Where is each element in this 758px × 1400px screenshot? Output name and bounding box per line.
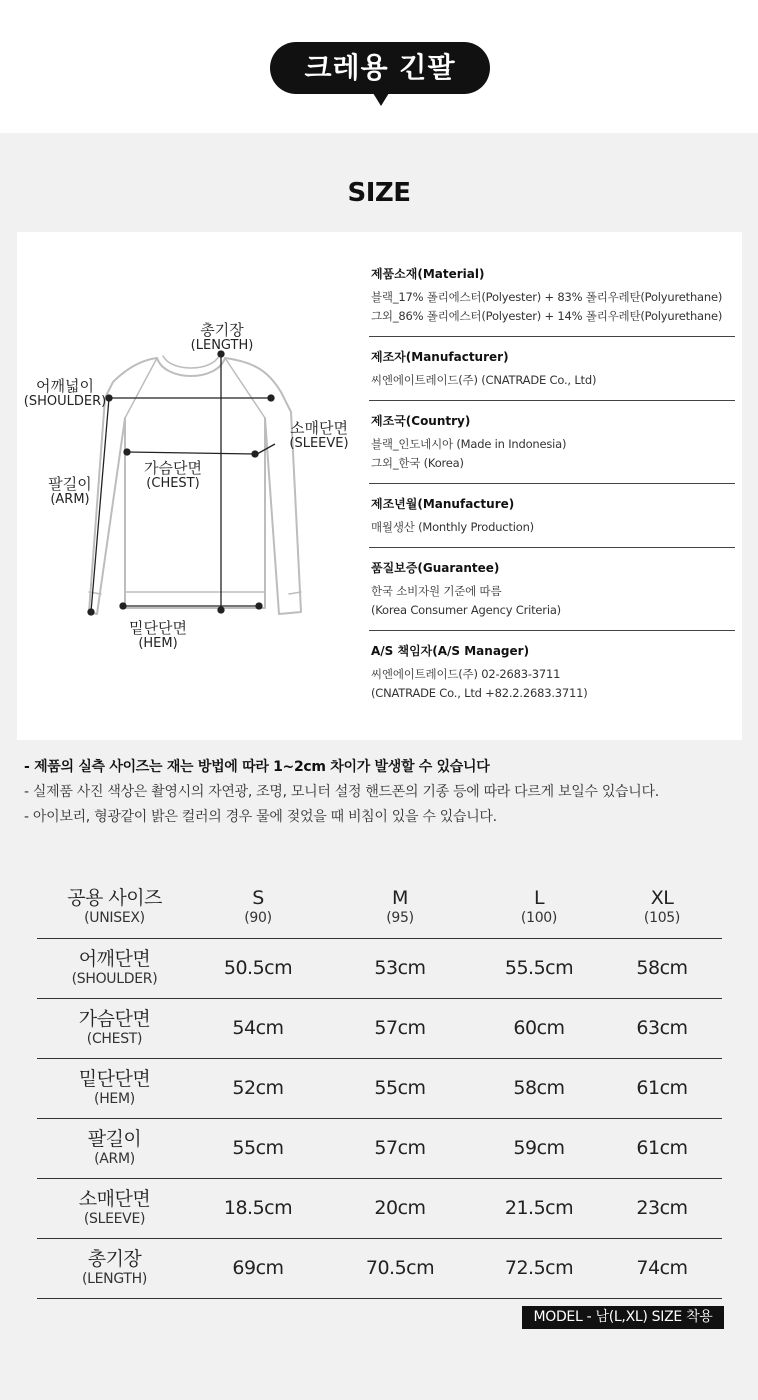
table-row [37,938,722,998]
table-cell: 57cm [324,998,476,1058]
header-size-xl: XL (105) [602,876,722,938]
model-size-badge: MODEL - 남(L,XL) SIZE 착용 [522,1306,724,1329]
row-label: 어깨단면 (SHOULDER) [37,938,192,998]
header-size-m: M (95) [324,876,476,938]
spec-line: 매월생산 (Monthly Production) [371,520,534,534]
spec-title: 제조자(Manufacturer) [371,350,509,364]
spec-line: (CNATRADE Co., Ltd +82.2.2683.3711) [371,686,588,700]
spec-line: 한국 소비자원 기준에 따름 [371,584,502,598]
table-cell: 23cm [602,1178,722,1238]
spec-manufacturer [369,349,735,401]
size-info-card [17,232,742,740]
label-chest: 가슴단면 (CHEST) [144,459,202,491]
notice-item: - 제품의 실측 사이즈는 재는 방법에 따라 1~2cm 차이가 발생할 수 있습니다 [24,759,490,775]
table-cell: 55.5cm [476,938,602,998]
speech-tail [373,93,389,106]
notice-item: - 아이보리, 형광같이 밝은 컬러의 경우 물에 젖었을 때 비침이 있을 수 있습니다. [24,809,497,825]
spec-title: A/S 책임자(A/S Manager) [371,644,530,658]
size-chart-table [37,876,722,1299]
spec-guarantee [369,560,735,631]
spec-as-manager [369,643,735,713]
table-cell: 70.5cm [324,1238,476,1298]
table-row [37,998,722,1058]
table-cell: 55cm [192,1118,324,1178]
table-cell: 74cm [602,1238,722,1298]
table-cell: 63cm [602,998,722,1058]
notice-list [24,755,744,830]
table-cell: 18.5cm [192,1178,324,1238]
table-cell: 61cm [602,1058,722,1118]
spec-line: 블랙_인도네시아 (Made in Indonesia) [371,437,567,451]
spec-title: 제조년월(Manufacture) [371,497,515,511]
table-cell: 59cm [476,1118,602,1178]
table-cell: 69cm [192,1238,324,1298]
table-cell: 58cm [602,938,722,998]
spec-country [369,413,735,484]
table-cell: 21.5cm [476,1178,602,1238]
notice-item: - 실제품 사진 색상은 촬영시의 자연광, 조명, 모니터 설정 핸드폰의 기종 등에 따라 다르게 보일수 있습니다. [24,784,659,800]
table-header-row [37,876,722,938]
spec-manufacture-date [369,496,735,548]
table-cell: 58cm [476,1058,602,1118]
spec-title: 제조국(Country) [371,414,471,428]
label-shoulder: 어깨넓이 (SHOULDER) [23,377,107,409]
spec-line: 블랙_17% 폴리에스터(Polyester) + 83% 폴리우레탄(Polyurethane) [371,290,723,304]
row-label: 밑단단면 (HEM) [37,1058,192,1118]
spec-title: 제품소재(Material) [371,267,485,281]
table-row [37,1238,722,1298]
spec-line: 씨엔에이트레이드(주) 02-2683-3711 [371,667,561,681]
label-length: 총기장 (LENGTH) [190,321,254,353]
row-label: 총기장 (LENGTH) [37,1238,192,1298]
label-sleeve: 소매단면 (SLEEVE) [289,419,349,451]
spec-material [369,266,735,337]
table-row [37,1178,722,1238]
spec-line: (Korea Consumer Agency Criteria) [371,603,561,617]
spec-line: 그외_86% 폴리에스터(Polyester) + 14% 폴리우레탄(Polyurethane) [371,309,723,323]
product-title-badge: 크레용 긴팔 [270,42,490,94]
table-cell: 20cm [324,1178,476,1238]
table-cell: 50.5cm [192,938,324,998]
label-hem: 밑단단면 (HEM) [129,619,187,651]
table-row [37,1058,722,1118]
table-cell: 57cm [324,1118,476,1178]
table-cell: 52cm [192,1058,324,1118]
spec-title: 품질보증(Guarantee) [371,561,500,575]
product-spec-list [369,266,735,725]
header-size-l: L (100) [476,876,602,938]
spec-line: 씨엔에이트레이드(주) (CNATRADE Co., Ltd) [371,373,597,387]
table-cell: 60cm [476,998,602,1058]
section-title: SIZE [347,178,411,208]
table-cell: 72.5cm [476,1238,602,1298]
table-cell: 54cm [192,998,324,1058]
table-cell: 61cm [602,1118,722,1178]
row-label: 가슴단면 (CHEST) [37,998,192,1058]
spec-line: 그외_한국 (Korea) [371,456,464,470]
header-size-s: S (90) [192,876,324,938]
garment-diagram [17,232,362,740]
header-corner: 공용 사이즈 (UNISEX) [37,876,192,938]
table-cell: 53cm [324,938,476,998]
row-label: 팔길이 (ARM) [37,1118,192,1178]
row-label: 소매단면 (SLEEVE) [37,1178,192,1238]
label-arm: 팔길이 (ARM) [48,475,92,507]
header-band [0,0,758,133]
table-row [37,1118,722,1178]
table-cell: 55cm [324,1058,476,1118]
